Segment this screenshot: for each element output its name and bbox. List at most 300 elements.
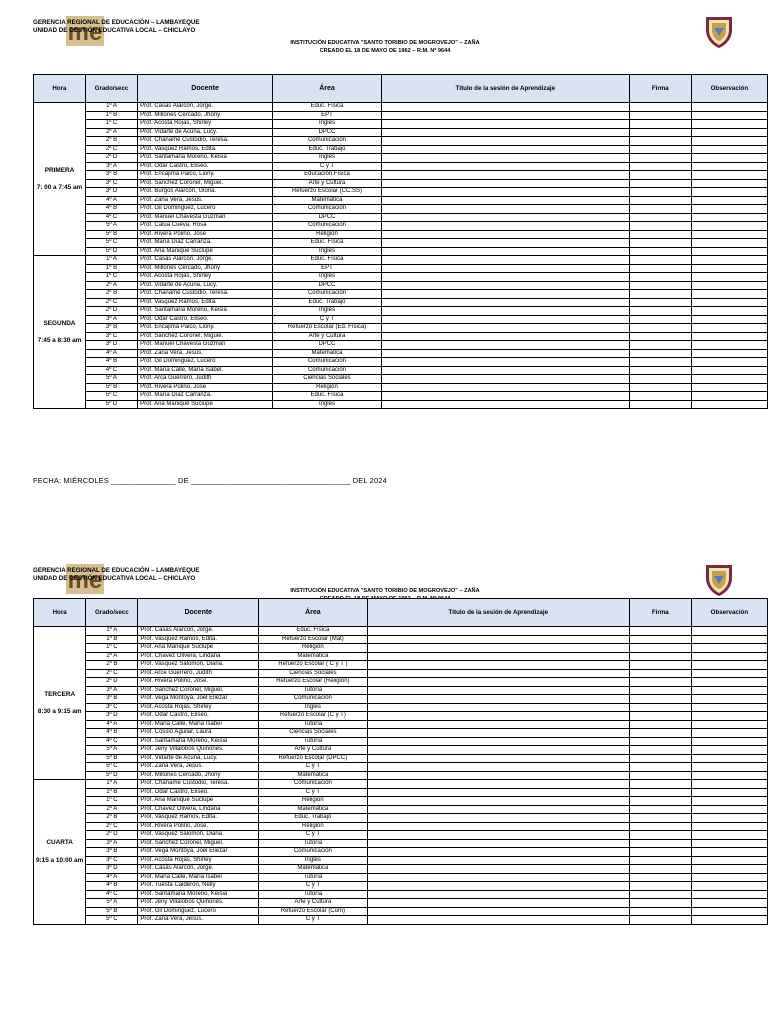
- firma-cell[interactable]: [629, 264, 691, 273]
- table-row: [34, 179, 768, 188]
- firma-cell[interactable]: [629, 154, 691, 163]
- titulo-sesion-cell[interactable]: [367, 635, 629, 644]
- area-cell: C y T: [259, 882, 368, 891]
- firma-cell[interactable]: [629, 805, 691, 814]
- firma-cell[interactable]: [629, 145, 691, 154]
- titulo-sesion-cell[interactable]: [367, 720, 629, 729]
- observacion-cell[interactable]: [691, 695, 767, 704]
- period-cell: [34, 627, 86, 780]
- titulo-sesion-cell[interactable]: [381, 111, 629, 120]
- firma-cell[interactable]: [629, 754, 691, 763]
- table-row: [34, 805, 768, 814]
- grado-cell: 2º B: [85, 137, 137, 146]
- observacion-cell[interactable]: [691, 298, 767, 307]
- docente-cell: Prof. Odar Castro, Eliseo.: [138, 788, 259, 797]
- observacion-cell[interactable]: [691, 712, 767, 721]
- observacion-cell[interactable]: [691, 349, 767, 358]
- titulo-sesion-cell[interactable]: [367, 746, 629, 755]
- observacion-cell[interactable]: [691, 120, 767, 129]
- col-grado: Grado/secc: [86, 599, 138, 627]
- titulo-sesion-cell[interactable]: [367, 729, 629, 738]
- titulo-sesion-cell[interactable]: [367, 865, 629, 874]
- firma-cell[interactable]: [629, 196, 691, 205]
- table-row: [34, 822, 768, 831]
- area-cell: Arte y Cultura: [259, 899, 368, 908]
- titulo-sesion-cell[interactable]: [381, 196, 629, 205]
- titulo-sesion-cell[interactable]: [367, 831, 629, 840]
- docente-cell: Prof. Zaña Vera, Jesús.: [138, 196, 273, 205]
- observacion-cell[interactable]: [691, 324, 767, 333]
- titulo-sesion-cell[interactable]: [381, 137, 629, 146]
- observacion-cell[interactable]: [691, 256, 767, 265]
- area-cell: Educ. Física: [273, 103, 382, 112]
- period-cell: [34, 780, 86, 925]
- titulo-sesion-cell[interactable]: [381, 341, 629, 350]
- titulo-sesion-cell[interactable]: [367, 780, 629, 789]
- titulo-sesion-cell[interactable]: [367, 678, 629, 687]
- titulo-sesion-cell[interactable]: [367, 797, 629, 806]
- table-row: [34, 103, 768, 112]
- firma-cell[interactable]: [629, 890, 691, 899]
- firma-cell[interactable]: [629, 780, 691, 789]
- area-cell: Refuerzo Escolar (Mat): [259, 635, 368, 644]
- titulo-sesion-cell[interactable]: [381, 247, 629, 256]
- firma-cell[interactable]: [629, 814, 691, 823]
- firma-cell[interactable]: [629, 907, 691, 916]
- col-titulo: Título de la sesión de Aprendizaje: [381, 75, 629, 103]
- grado-cell: 2º C: [86, 669, 138, 678]
- firma-cell[interactable]: [629, 400, 691, 409]
- titulo-sesion-cell[interactable]: [367, 839, 629, 848]
- titulo-sesion-cell[interactable]: [367, 771, 629, 780]
- firma-cell[interactable]: [629, 652, 691, 661]
- observacion-cell[interactable]: [691, 213, 767, 222]
- docente-cell: Prof. Zaña Vera, Jesús.: [138, 763, 259, 772]
- firma-cell[interactable]: [629, 686, 691, 695]
- firma-cell[interactable]: [629, 669, 691, 678]
- titulo-sesion-cell[interactable]: [381, 273, 629, 282]
- firma-cell[interactable]: [629, 188, 691, 197]
- observacion-cell[interactable]: [691, 315, 767, 324]
- titulo-sesion-cell[interactable]: [381, 162, 629, 171]
- observacion-cell[interactable]: [691, 383, 767, 392]
- observacion-cell[interactable]: [691, 281, 767, 290]
- table-row: [34, 341, 768, 350]
- observacion-cell[interactable]: [691, 332, 767, 341]
- titulo-sesion-cell[interactable]: [381, 103, 629, 112]
- firma-cell[interactable]: [629, 873, 691, 882]
- titulo-sesion-cell[interactable]: [367, 890, 629, 899]
- grado-cell: 1º C: [86, 797, 138, 806]
- firma-cell[interactable]: [629, 856, 691, 865]
- observacion-cell[interactable]: [691, 831, 767, 840]
- firma-cell[interactable]: [629, 256, 691, 265]
- titulo-sesion-cell[interactable]: [381, 290, 629, 299]
- observacion-cell[interactable]: [691, 899, 767, 908]
- firma-cell[interactable]: [629, 627, 691, 636]
- observacion-cell[interactable]: [691, 635, 767, 644]
- observacion-cell[interactable]: [691, 307, 767, 316]
- docente-cell: Prof. María Calle, María Isabel.: [138, 366, 273, 375]
- observacion-cell[interactable]: [691, 375, 767, 384]
- docente-cell: Prof. Ana Manique Suclupe: [138, 644, 259, 653]
- titulo-sesion-cell[interactable]: [367, 916, 629, 925]
- firma-cell[interactable]: [629, 899, 691, 908]
- docente-cell: Prof. Tuesta Calderón, Nelly: [138, 882, 259, 891]
- titulo-sesion-cell[interactable]: [367, 873, 629, 882]
- firma-cell[interactable]: [629, 678, 691, 687]
- firma-cell[interactable]: [629, 162, 691, 171]
- area-cell: C y T: [259, 831, 368, 840]
- firma-cell[interactable]: [629, 341, 691, 350]
- ugel-line: UNIDAD DE GESTIÓN EDUCATIVA LOCAL – CHICLAYO: [33, 575, 196, 582]
- titulo-sesion-cell[interactable]: [381, 358, 629, 367]
- titulo-sesion-cell[interactable]: [367, 754, 629, 763]
- titulo-sesion-cell[interactable]: [367, 737, 629, 746]
- firma-cell[interactable]: [629, 916, 691, 925]
- table-row: [34, 307, 768, 316]
- docente-cell: Prof. Gil Dominguez, Lucero: [138, 907, 259, 916]
- firma-cell[interactable]: [629, 848, 691, 857]
- firma-cell[interactable]: [629, 771, 691, 780]
- titulo-sesion-cell[interactable]: [381, 128, 629, 137]
- observacion-cell[interactable]: [691, 179, 767, 188]
- firma-cell[interactable]: [629, 865, 691, 874]
- table-row: [34, 669, 768, 678]
- firma-cell[interactable]: [629, 213, 691, 222]
- observacion-cell[interactable]: [691, 856, 767, 865]
- titulo-sesion-cell[interactable]: [381, 366, 629, 375]
- firma-cell[interactable]: [629, 120, 691, 129]
- docente-cell: Prof. Vasquez Ramos, Edita.: [138, 814, 259, 823]
- grado-cell: 5º D: [86, 771, 138, 780]
- table-row: [34, 695, 768, 704]
- titulo-sesion-cell[interactable]: [367, 882, 629, 891]
- titulo-sesion-cell[interactable]: [381, 145, 629, 154]
- firma-cell[interactable]: [629, 831, 691, 840]
- grado-cell: 3º D: [85, 188, 137, 197]
- titulo-sesion-cell[interactable]: [367, 856, 629, 865]
- titulo-sesion-cell[interactable]: [367, 644, 629, 653]
- titulo-sesion-cell[interactable]: [367, 814, 629, 823]
- observacion-cell[interactable]: [691, 222, 767, 231]
- col-docente: Docente: [138, 75, 273, 103]
- area-cell: C y T: [259, 788, 368, 797]
- observacion-cell[interactable]: [691, 145, 767, 154]
- table-row: [34, 392, 768, 401]
- firma-cell[interactable]: [629, 137, 691, 146]
- titulo-sesion-cell[interactable]: [367, 788, 629, 797]
- area-cell: DPCC: [273, 281, 382, 290]
- titulo-sesion-cell[interactable]: [381, 324, 629, 333]
- docente-cell: Prof. Chaname Custodio, Teresa.: [138, 780, 259, 789]
- observacion-cell[interactable]: [691, 797, 767, 806]
- docente-cell: Prof. Jeny Villalobos Quiñones.: [138, 899, 259, 908]
- grado-cell: 3º D: [85, 341, 137, 350]
- titulo-sesion-cell[interactable]: [367, 848, 629, 857]
- observacion-cell[interactable]: [691, 188, 767, 197]
- observacion-cell[interactable]: [691, 400, 767, 409]
- titulo-sesion-cell[interactable]: [381, 205, 629, 214]
- observacion-cell[interactable]: [691, 128, 767, 137]
- titulo-sesion-cell[interactable]: [367, 763, 629, 772]
- table-row: [34, 205, 768, 214]
- observacion-cell[interactable]: [691, 865, 767, 874]
- grado-cell: 5º A: [86, 899, 138, 908]
- observacion-cell[interactable]: [691, 239, 767, 248]
- grado-cell: 3º B: [86, 848, 138, 857]
- firma-cell[interactable]: [629, 703, 691, 712]
- area-cell: Comunicación: [273, 290, 382, 299]
- observacion-cell[interactable]: [691, 230, 767, 239]
- observacion-cell[interactable]: [691, 103, 767, 112]
- firma-cell[interactable]: [629, 128, 691, 137]
- firma-cell[interactable]: [629, 392, 691, 401]
- area-cell: C y T: [259, 763, 368, 772]
- observacion-cell[interactable]: [691, 703, 767, 712]
- firma-cell[interactable]: [629, 882, 691, 891]
- observacion-cell[interactable]: [691, 392, 767, 401]
- observacion-cell[interactable]: [691, 729, 767, 738]
- docente-cell: Prof. Rivera Polino, Jose: [138, 230, 273, 239]
- docente-cell: Prof. Vidarte de Acuña, Lucy.: [138, 281, 273, 290]
- titulo-sesion-cell[interactable]: [381, 188, 629, 197]
- titulo-sesion-cell[interactable]: [381, 332, 629, 341]
- observacion-cell[interactable]: [691, 848, 767, 857]
- area-cell: Matemática: [273, 196, 382, 205]
- observacion-cell[interactable]: [691, 652, 767, 661]
- table-row: [34, 375, 768, 384]
- firma-cell[interactable]: [629, 239, 691, 248]
- firma-cell[interactable]: [629, 737, 691, 746]
- observacion-cell[interactable]: [691, 162, 767, 171]
- fecha-line: FECHA: MIÉRCOLES _______________ DE _____________________________________ DEL 2024: [33, 476, 387, 485]
- firma-cell[interactable]: [629, 839, 691, 848]
- titulo-sesion-cell[interactable]: [381, 222, 629, 231]
- firma-cell[interactable]: [629, 298, 691, 307]
- firma-cell[interactable]: [629, 103, 691, 112]
- firma-cell[interactable]: [629, 383, 691, 392]
- titulo-sesion-cell[interactable]: [381, 171, 629, 180]
- observacion-cell[interactable]: [691, 137, 767, 146]
- titulo-sesion-cell[interactable]: [381, 154, 629, 163]
- titulo-sesion-cell[interactable]: [381, 392, 629, 401]
- area-cell: Religión: [259, 797, 368, 806]
- col-observacion: Observación: [691, 599, 767, 627]
- observacion-cell[interactable]: [691, 366, 767, 375]
- observacion-cell[interactable]: [691, 644, 767, 653]
- titulo-sesion-cell[interactable]: [381, 213, 629, 222]
- area-cell: Educ. Trabajo: [273, 298, 382, 307]
- area-cell: Comunicación: [273, 222, 382, 231]
- firma-cell[interactable]: [629, 635, 691, 644]
- firma-cell[interactable]: [629, 273, 691, 282]
- observacion-cell[interactable]: [691, 839, 767, 848]
- grado-cell: 2º C: [85, 145, 137, 154]
- titulo-sesion-cell[interactable]: [367, 686, 629, 695]
- docente-cell: Prof. Odar Castro, Eliseo.: [138, 315, 273, 324]
- observacion-cell[interactable]: [691, 754, 767, 763]
- titulo-sesion-cell[interactable]: [367, 627, 629, 636]
- area-cell: Inglés: [273, 273, 382, 282]
- grado-cell: 4º A: [85, 349, 137, 358]
- titulo-sesion-cell[interactable]: [381, 375, 629, 384]
- firma-cell[interactable]: [629, 222, 691, 231]
- observacion-cell[interactable]: [691, 205, 767, 214]
- titulo-sesion-cell[interactable]: [381, 179, 629, 188]
- firma-cell[interactable]: [629, 720, 691, 729]
- titulo-sesion-cell[interactable]: [381, 383, 629, 392]
- docente-cell: Prof. Acosta Rojas, Shirley: [138, 703, 259, 712]
- observacion-cell[interactable]: [691, 882, 767, 891]
- firma-cell[interactable]: [629, 763, 691, 772]
- titulo-sesion-cell[interactable]: [367, 695, 629, 704]
- docente-cell: Prof. Encajima Paico, Liony.: [138, 171, 273, 180]
- firma-cell[interactable]: [629, 349, 691, 358]
- schedule-page-2: [0, 548, 768, 1024]
- observacion-cell[interactable]: [691, 780, 767, 789]
- table-row: [34, 882, 768, 891]
- table-row: [34, 239, 768, 248]
- observacion-cell[interactable]: [691, 907, 767, 916]
- firma-cell[interactable]: [629, 111, 691, 120]
- observacion-cell[interactable]: [691, 890, 767, 899]
- firma-cell[interactable]: [629, 205, 691, 214]
- titulo-sesion-cell[interactable]: [381, 400, 629, 409]
- firma-cell[interactable]: [629, 822, 691, 831]
- col-hora: Hora: [34, 599, 86, 627]
- observacion-cell[interactable]: [691, 788, 767, 797]
- observacion-cell[interactable]: [691, 873, 767, 882]
- firma-cell[interactable]: [629, 307, 691, 316]
- titulo-sesion-cell[interactable]: [367, 703, 629, 712]
- grado-cell: 4º C: [85, 366, 137, 375]
- titulo-sesion-cell[interactable]: [381, 239, 629, 248]
- docente-cell: Prof. Arca Guerrero, Judith: [138, 375, 273, 384]
- observacion-cell[interactable]: [691, 627, 767, 636]
- grado-cell: 1º A: [86, 780, 138, 789]
- table-row: [34, 120, 768, 129]
- firma-cell[interactable]: [629, 695, 691, 704]
- observacion-cell[interactable]: [691, 358, 767, 367]
- firma-cell[interactable]: [629, 661, 691, 670]
- grado-cell: 3º D: [86, 712, 138, 721]
- titulo-sesion-cell[interactable]: [367, 669, 629, 678]
- titulo-sesion-cell[interactable]: [381, 120, 629, 129]
- titulo-sesion-cell[interactable]: [381, 256, 629, 265]
- observacion-cell[interactable]: [691, 746, 767, 755]
- observacion-cell[interactable]: [691, 763, 767, 772]
- firma-cell[interactable]: [629, 315, 691, 324]
- observacion-cell[interactable]: [691, 171, 767, 180]
- firma-cell[interactable]: [629, 179, 691, 188]
- firma-cell[interactable]: [629, 366, 691, 375]
- table-header-row: [34, 75, 768, 103]
- docente-cell: Prof. Sánchez Coronel, Miguel.: [138, 179, 273, 188]
- table-row: [34, 222, 768, 231]
- titulo-sesion-cell[interactable]: [381, 298, 629, 307]
- firma-cell[interactable]: [629, 332, 691, 341]
- grado-cell: 5º B: [85, 383, 137, 392]
- firma-cell[interactable]: [629, 375, 691, 384]
- firma-cell[interactable]: [629, 290, 691, 299]
- school-header: [200, 39, 570, 55]
- titulo-sesion-cell[interactable]: [367, 661, 629, 670]
- observacion-cell[interactable]: [691, 822, 767, 831]
- firma-cell[interactable]: [629, 788, 691, 797]
- period-time: 9:15 a 10:00 am: [36, 856, 84, 864]
- titulo-sesion-cell[interactable]: [381, 315, 629, 324]
- observacion-cell[interactable]: [691, 290, 767, 299]
- area-cell: Inglés: [273, 247, 382, 256]
- titulo-sesion-cell[interactable]: [367, 899, 629, 908]
- grado-cell: 2º C: [86, 822, 138, 831]
- titulo-sesion-cell[interactable]: [381, 264, 629, 273]
- grado-cell: 4º B: [86, 729, 138, 738]
- grado-cell: 1º B: [86, 635, 138, 644]
- firma-cell[interactable]: [629, 171, 691, 180]
- observacion-cell[interactable]: [691, 273, 767, 282]
- observacion-cell[interactable]: [691, 111, 767, 120]
- table-row: [34, 780, 768, 789]
- observacion-cell[interactable]: [691, 737, 767, 746]
- firma-cell[interactable]: [629, 644, 691, 653]
- observacion-cell[interactable]: [691, 196, 767, 205]
- firma-cell[interactable]: [629, 729, 691, 738]
- grado-cell: 2º D: [85, 154, 137, 163]
- observacion-cell[interactable]: [691, 805, 767, 814]
- firma-cell[interactable]: [629, 712, 691, 721]
- observacion-cell[interactable]: [691, 916, 767, 925]
- titulo-sesion-cell[interactable]: [367, 805, 629, 814]
- titulo-sesion-cell[interactable]: [381, 307, 629, 316]
- firma-cell[interactable]: [629, 247, 691, 256]
- firma-cell[interactable]: [629, 746, 691, 755]
- col-grado: Grado/secc: [85, 75, 137, 103]
- observacion-cell[interactable]: [691, 669, 767, 678]
- observacion-cell[interactable]: [691, 678, 767, 687]
- firma-cell[interactable]: [629, 358, 691, 367]
- titulo-sesion-cell[interactable]: [381, 349, 629, 358]
- titulo-sesion-cell[interactable]: [367, 652, 629, 661]
- firma-cell[interactable]: [629, 324, 691, 333]
- titulo-sesion-cell[interactable]: [367, 907, 629, 916]
- table-row: [34, 788, 768, 797]
- grado-cell: 5º B: [86, 754, 138, 763]
- firma-cell[interactable]: [629, 797, 691, 806]
- firma-cell[interactable]: [629, 281, 691, 290]
- observacion-cell[interactable]: [691, 341, 767, 350]
- area-cell: Comunicación: [273, 205, 382, 214]
- firma-cell[interactable]: [629, 230, 691, 239]
- titulo-sesion-cell[interactable]: [381, 281, 629, 290]
- observacion-cell[interactable]: [691, 154, 767, 163]
- observacion-cell[interactable]: [691, 720, 767, 729]
- observacion-cell[interactable]: [691, 686, 767, 695]
- titulo-sesion-cell[interactable]: [367, 712, 629, 721]
- observacion-cell[interactable]: [691, 247, 767, 256]
- observacion-cell[interactable]: [691, 814, 767, 823]
- titulo-sesion-cell[interactable]: [381, 230, 629, 239]
- area-cell: C y T: [273, 162, 382, 171]
- titulo-sesion-cell[interactable]: [367, 822, 629, 831]
- observacion-cell[interactable]: [691, 661, 767, 670]
- observacion-cell[interactable]: [691, 771, 767, 780]
- area-cell: EPT: [273, 111, 382, 120]
- area-cell: C y T: [259, 916, 368, 925]
- grado-cell: 2º D: [86, 678, 138, 687]
- observacion-cell[interactable]: [691, 264, 767, 273]
